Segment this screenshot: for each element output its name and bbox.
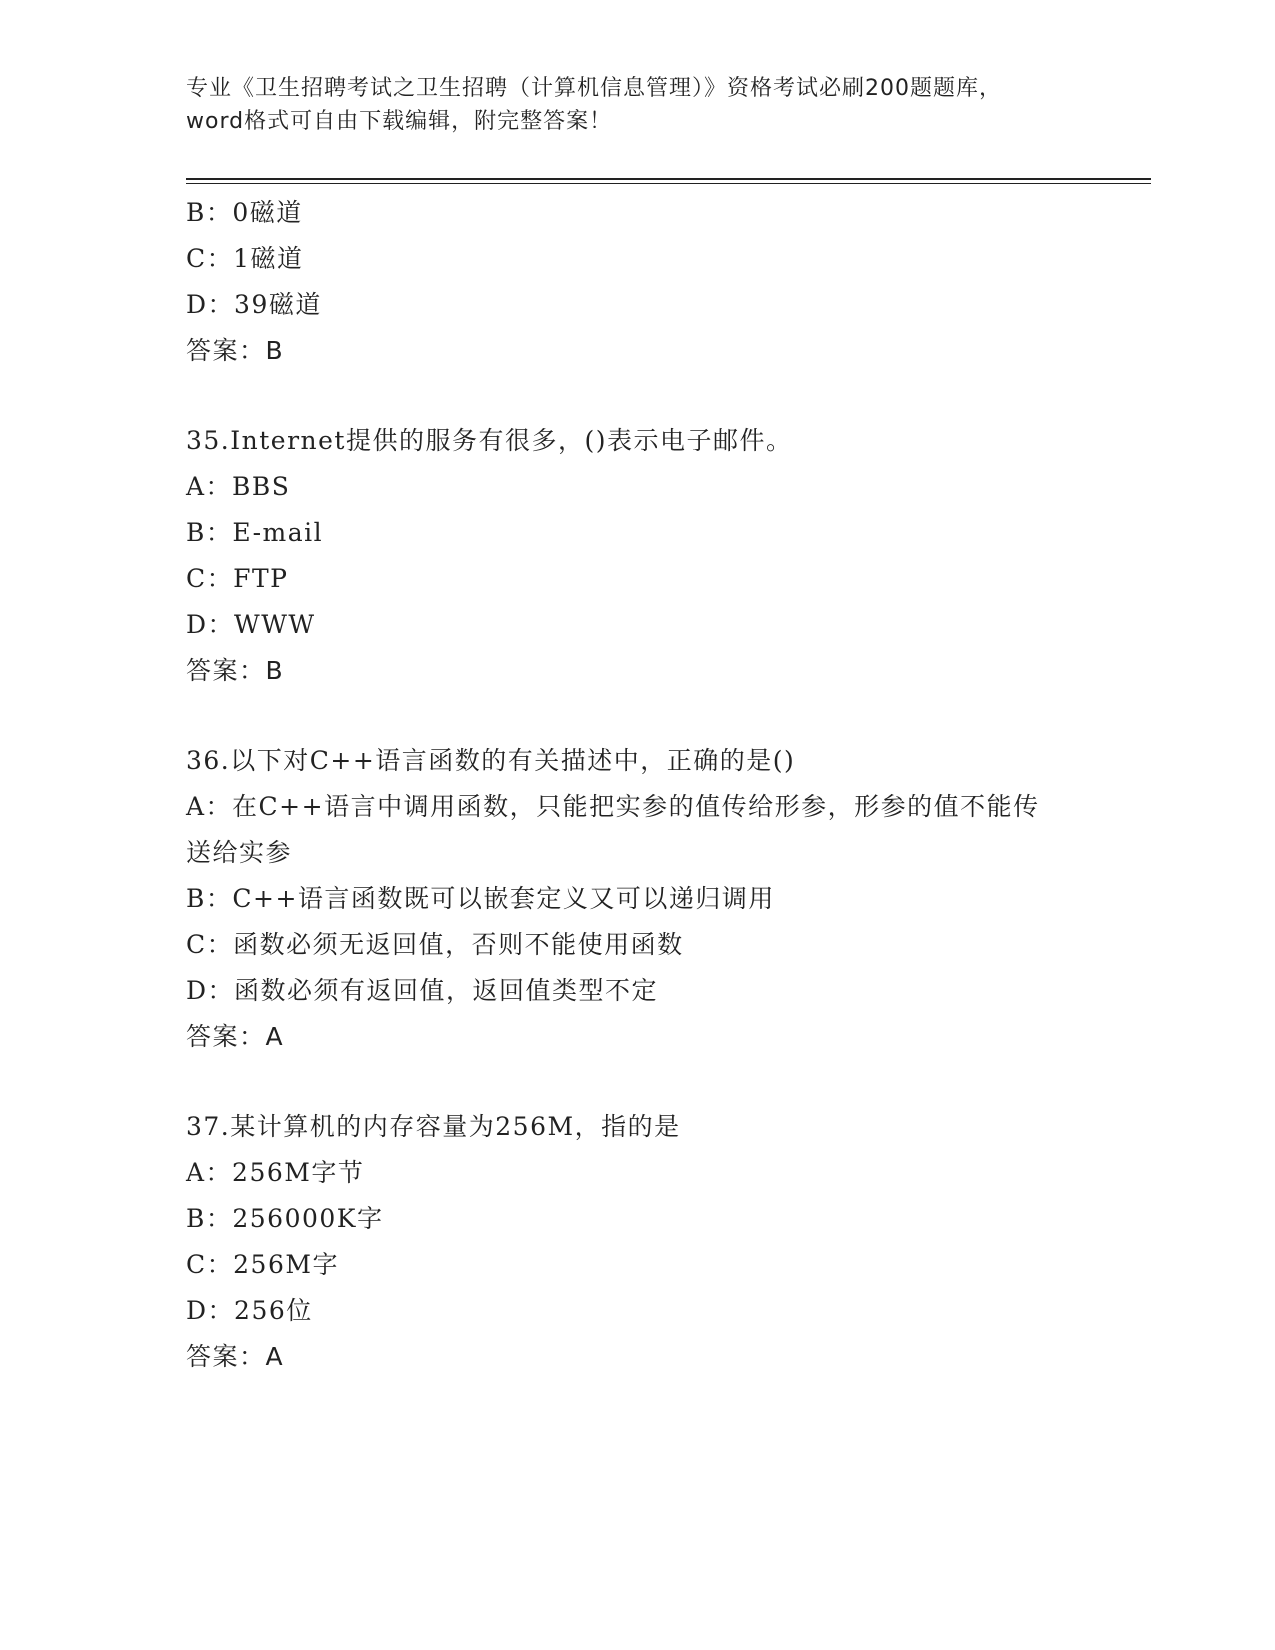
question-text: 37.某计算机的内存容量为256M，指的是 (186, 1112, 681, 1141)
option-a: A：在C++语言中调用函数，只能把实参的值传给形参，形参的值不能传送给实参 (186, 792, 1040, 867)
answer-label: 答案：A (186, 1022, 285, 1051)
answer-label: 答案：A (186, 1342, 285, 1371)
option-d: D：39磁道 (186, 290, 322, 319)
question-34-tail (186, 190, 1066, 374)
question-text: 35.Internet提供的服务有很多，()表示电子邮件。 (186, 426, 793, 455)
option-d: D：WWW (186, 610, 316, 639)
document-header (186, 72, 1066, 138)
header-divider-thin (186, 183, 1151, 184)
option-c: C：256M字 (186, 1250, 339, 1279)
option-a: A：256M字节 (186, 1158, 365, 1187)
option-b: B：C++语言函数既可以嵌套定义又可以递归调用 (186, 884, 775, 913)
option-b: B：256000K字 (186, 1204, 384, 1233)
option-c: C：FTP (186, 564, 289, 593)
question-36 (186, 738, 1066, 1060)
header-line-1: 专业《卫生招聘考试之卫生招聘（计算机信息管理）》资格考试必刷200题题库， (186, 76, 1002, 101)
option-b: B：E-mail (186, 518, 324, 547)
question-text: 36.以下对C++语言函数的有关描述中，正确的是() (186, 746, 796, 775)
option-c: C：1磁道 (186, 244, 304, 273)
question-37 (186, 1104, 1066, 1380)
option-d: D：256位 (186, 1296, 313, 1325)
option-a: A：BBS (186, 472, 291, 501)
header-divider-thick (186, 178, 1151, 180)
option-c: C：函数必须无返回值，否则不能使用函数 (186, 930, 684, 959)
option-b: B：0磁道 (186, 198, 303, 227)
option-d: D：函数必须有返回值，返回值类型不定 (186, 976, 659, 1005)
answer-label: 答案：B (186, 656, 285, 685)
header-line-2: word格式可自由下载编辑，附完整答案！ (186, 109, 613, 134)
question-35 (186, 418, 1066, 694)
question-list (186, 190, 1066, 1380)
answer-label: 答案：B (186, 336, 285, 365)
